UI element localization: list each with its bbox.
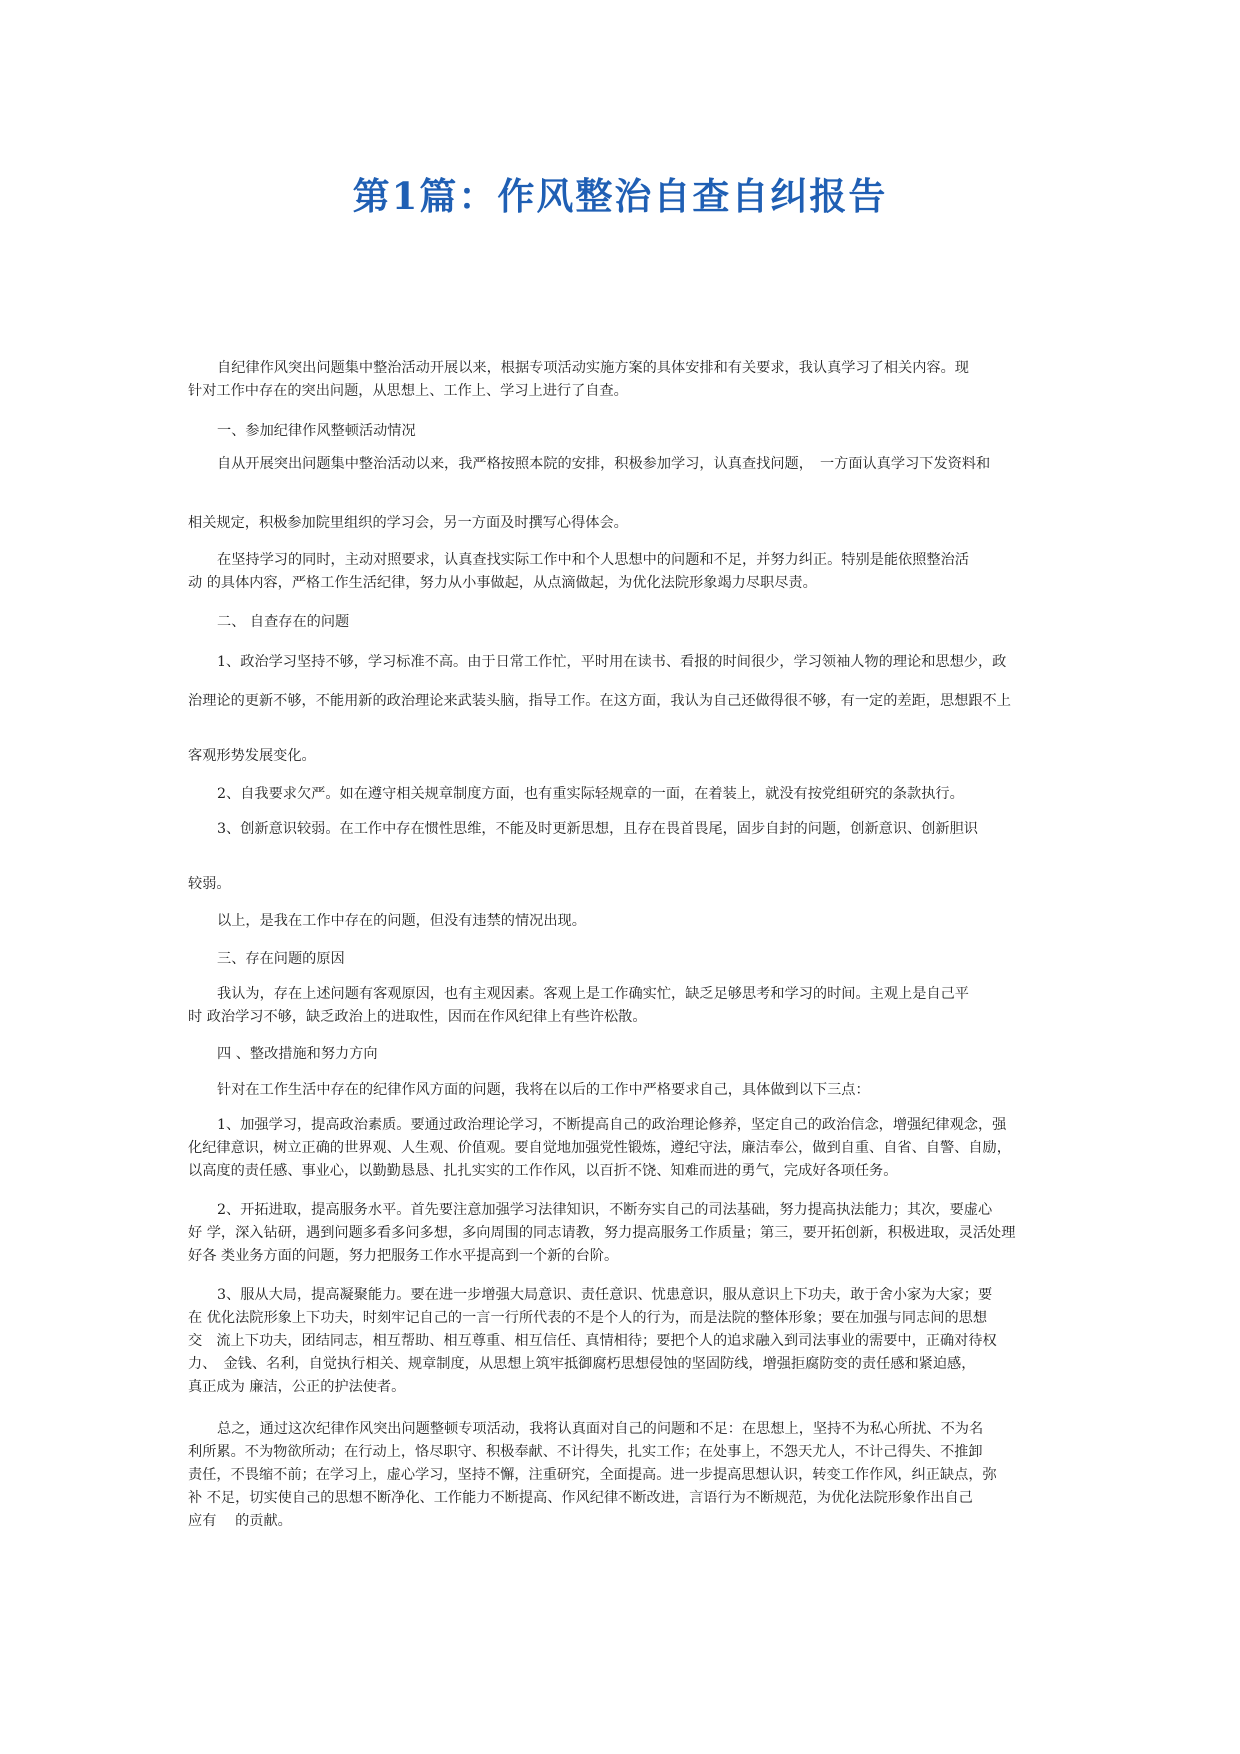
text-line: 2、开拓进取，提高服务水平。首先要注意加强学习法律知识，不断夯实自己的司法基础，努力提高执法能力；其次，要虚心 [217,1202,993,1218]
text-line: 我认为，存在上述问题有客观原因，也有主观因素。客观上是工作确实忙，缺乏足够思考和学习的时间。主观上是自己平 [217,986,969,1002]
text-line: 补 不足，切实使自己的思想不断净化、工作能力不断提高、作风纪律不断改进，言语行为不断规范，为优化法院形象作出自己 [188,1490,973,1506]
text-line: 3、服从大局，提高凝聚能力。要在进一步增强大局意识、责任意识、忧患意识，服从意识上下功夫，敢于舍小家为大家；要 [217,1287,993,1303]
text-line: 三、存在问题的原因 [217,951,345,967]
text-line: 针对工作中存在的突出问题，从思想上、工作上、学习上进行了自查。 [188,383,628,399]
text-line: 1、加强学习，提高政治素质。要通过政治理论学习，不断提高自己的政治理论修养，坚定自己的政治信念，增强纪律观念，强 [217,1117,1007,1133]
text-line: 好各 类业务方面的问题，努力把服务工作水平提高到一个新的台阶。 [188,1248,619,1264]
text-line: 治理论的更新不够，不能用新的政治理论来武装头脑，指导工作。在这方面，我认为自己还做得很不够，有一定的差距，思想跟不上 [188,693,1011,709]
text-line: 以高度的责任感、事业心，以勤勤恳恳、扎扎实实的工作作风，以百折不饶、知难而进的勇气，完成好各项任务。 [188,1163,898,1179]
text-line: 自纪律作风突出问题集中整治活动开展以来，根据专项活动实施方案的具体安排和有关要求，我认真学习了相关内容。现 [217,360,969,376]
text-line: 利所累。不为物欲所动；在行动上，恪尽职守、积极奉献、不计得失，扎实工作；在处事上，不怨天尤人，不计己得失、不推卸 [188,1444,983,1460]
text-line: 3、创新意识较弱。在工作中存在惯性思维，不能及时更新思想，且存在畏首畏尾，固步自封的问题，创新意识、创新胆识 [217,821,978,837]
text-line: 交 流上下功夫，团结同志，相互帮助、相互尊重、相互信任、真情相待；要把个人的追求融入到司法事业的需要中，正确对待权 [188,1333,997,1349]
text-line: 好 学，深入钻研，遇到问题多看多问多想，多向周围的同志请教，努力提高服务工作质量；第三，要开拓创新，积极进取，灵活处理 [188,1225,1016,1241]
text-line: 2、自我要求欠严。如在遵守相关规章制度方面，也有重实际轻规章的一面，在着装上，就没有按党组研究的条款执行。 [217,786,964,802]
text-line: 总之，通过这次纪律作风突出问题整顿专项活动，我将认真面对自己的问题和不足：在思想上，坚持不为私心所扰、不为名 [217,1421,984,1437]
text-line: 动 的具体内容，严格工作生活纪律，努力从小事做起，从点滴做起，为优化法院形象竭力尽职尽责。 [188,575,817,591]
text-line: 较弱。 [188,876,231,892]
text-line: 责任，不畏缩不前；在学习上，虚心学习，坚持不懈，注重研究，全面提高。进一步提高思想认识，转变工作作风，纠正缺点，弥 [188,1467,997,1483]
text-line: 自从开展突出问题集中整治活动以来，我严格按照本院的安排，积极参加学习，认真查找问题， 一方面认真学习下发资料和 [217,456,991,472]
text-line: 二、 自查存在的问题 [217,614,350,630]
text-line: 时 政治学习不够，缺乏政治上的进取性，因而在作风纪律上有些许松散。 [188,1009,647,1025]
text-line: 真正成为 廉洁，公正的护法使者。 [188,1379,406,1395]
text-line: 相关规定，积极参加院里组织的学习会，另一方面及时撰写心得体会。 [188,515,628,531]
text-line: 以上，是我在工作中存在的问题，但没有违禁的情况出现。 [217,913,586,929]
text-line: 力、 金钱、名利，自觉执行相关、规章制度，从思想上筑牢抵御腐朽思想侵蚀的坚固防线，增强拒腐防变的责任感和紧迫感， [188,1356,976,1372]
text-line: 客观形势发展变化。 [188,748,316,764]
text-line: 1、政治学习坚持不够，学习标准不高。由于日常工作忙，平时用在读书、看报的时间很少，学习领袖人物的理论和思想少，政 [217,654,1007,670]
text-line: 在 优化法院形象上下功夫，时刻牢记自己的一言一行所代表的不是个人的行为，而是法院的整体形象；要在加强与同志间的思想 [188,1310,988,1326]
text-line: 针对在工作生活中存在的纪律作风方面的问题，我将在以后的工作中严格要求自己，具体做到以下三点： [217,1082,870,1098]
text-line: 在坚持学习的同时，主动对照要求，认真查找实际工作中和个人思想中的问题和不足，并努力纠正。特别是能依照整治活 [217,552,969,568]
text-line: 应有 的贡献。 [188,1513,292,1529]
text-line: 化纪律意识，树立正确的世界观、人生观、价值观。要自觉地加强党性锻炼，遵纪守法，廉洁奉公，做到自重、自省、自警、自励， [188,1140,1011,1156]
document-title: 第1篇：作风整治自查自纠报告 [352,174,888,218]
text-line: 一、参加纪律作风整顿活动情况 [217,423,416,439]
text-line: 四 、整改措施和努力方向 [217,1046,378,1062]
